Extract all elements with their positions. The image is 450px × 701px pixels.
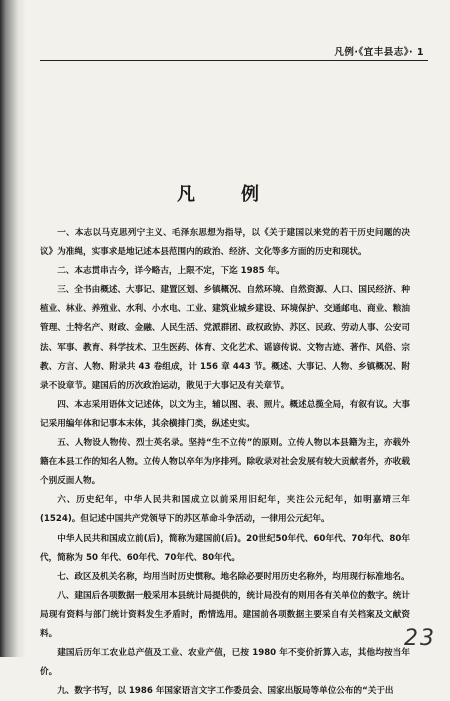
paragraph: 三、全书由概述、大事记、建置区划、乡镇概况、自然环境、自然资源、人口、国民经济、种植业、林业、养殖业、水利、小水电、工业、建筑业城乡建设、环境保护、交通邮电、商业、粮油管理、土特名产、财政、金融、人民生活、党派群团、政权政协、苏区、民政、劳动人事、公安司法、军事、教育、科学技术、卫生医药、体育、文化艺术、谣谚传说、文物古迹、著作、风俗、宗教、方言、人物、附录共 43 卷组成，计 156 章 443 节。概述、大事记、人物、乡镇概况、附录不设章节。建国后的历次政治运动，散见于大事记及有关章节。: [40, 285, 410, 391]
binding-edge-shadow: [0, 0, 26, 657]
paragraph: 六、历史纪年，中华人民共和国成立以前采用旧纪年，夹注公元纪年，如明嘉靖三年(1524)。但记述中国共产党领导下的苏区革命斗争活动，一律用公元纪年。: [40, 495, 410, 525]
running-header: [0, 0, 450, 60]
header-rule: [40, 60, 428, 61]
body-text: [40, 224, 410, 701]
running-head-text: 凡例·《宜丰县志》· 1: [334, 47, 424, 58]
paragraph: 七、政区及机关名称，均用当时历史惯称。地名除必要时用历史名称外，均用现行标准地名。: [57, 571, 410, 582]
paragraph: 二、本志贯串古今，详今略古，上限不定，下迄 1985 年。: [57, 266, 285, 277]
paragraph: 建国后历年工农业总产值及工业、农业产值，已按 1980 年不变价折算入志，其他均按当年价。: [40, 648, 410, 678]
paragraph: 一、本志以马克思列宁主义、毛泽东思想为指导，以《关于建国以来党的若干历史问题的决议》为准绳，实事求是地记述本县范围内的政治、经济、文化等多方面的历史和现状。: [40, 228, 410, 258]
paragraph: 九、数字书写，以 1986 年国家语言文字工作委员会、国家出版局等单位公布的“关于出: [57, 686, 394, 697]
handwritten-page-number: 23: [404, 626, 436, 651]
paragraph: 八、建国后各项数据一般采用本县统计局提供的，统计局没有的则用各有关单位的数字。统计局现有资料与部门统计资料发生矛盾时，酌情选用。建国前各项数据主要采自有关档案及文献资料。: [40, 590, 410, 639]
paragraph: 五、人物设人物传、烈士英名录。坚持“生不立传”的原则。立传人物以本县籍为主，亦载外籍在本县工作的知名人物。立传人物以卒年为序排列。除收录对社会发展有较大贡献者外，亦收载个别反面人物。: [40, 438, 410, 487]
paragraph: 中华人民共和国成立前(后)，简称为建国前(后)。20世纪50年代、60年代、70年代、80年代，简称为 50 年代、60年代、70年代、80年代。: [40, 533, 410, 563]
page-title: 凡 例: [177, 184, 273, 205]
paragraph: 四、本志采用语体文记述体，以文为主，辅以图、表、照片。概述总揽全局，有叙有议。大事记采用编年体和记事本末体，其余横排门类，纵述史实。: [40, 399, 410, 429]
